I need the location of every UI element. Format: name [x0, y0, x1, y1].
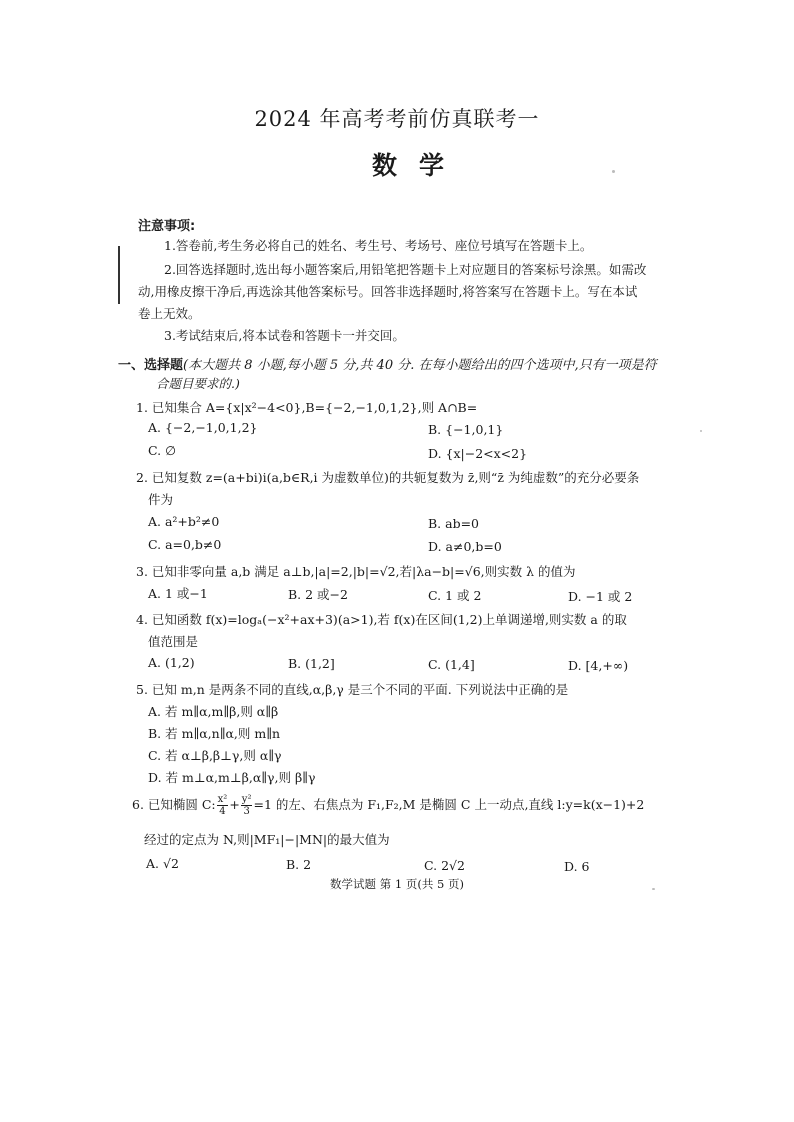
q6-stem-suffix: =1 的左、右焦点为 F₁,F₂,M 是椭圆 C 上一动点,直线 l:y=k(x−1)+2	[253, 797, 645, 812]
notice-item-2-line-3: 卷上无效。	[138, 306, 201, 321]
scan-speck	[652, 888, 655, 890]
q6-fraction-y	[241, 794, 253, 817]
q5-option-a: A. 若 m∥α,m∥β,则 α∥β	[148, 704, 279, 719]
q6-fraction-x	[217, 794, 229, 817]
q6-plus: +	[229, 797, 240, 812]
section-desc-line-1: (本大题共 8 小题,每小题 5 分,共 40 分. 在每小题给出的四个选项中,只有一项是符	[183, 358, 657, 373]
q1-option-d: D. {x|−2<x<2}	[428, 446, 528, 461]
q4-stem-line-1: 4. 已知函数 f(x)=logₐ(−x²+ax+3)(a>1),若 f(x)在区间(1,2)上单调递增,则实数 a 的取	[136, 612, 627, 627]
q4-option-b: B. (1,2]	[288, 656, 335, 671]
q2-option-b: B. ab=0	[428, 516, 480, 531]
q4-option-d: D. [4,+∞)	[568, 658, 629, 673]
section-title: 一、选择题	[118, 358, 184, 373]
q5-option-d: D. 若 m⊥α,m⊥β,α∥γ,则 β∥γ	[148, 770, 316, 785]
q4-option-a: A. (1,2)	[148, 655, 195, 670]
q3-option-d: D. −1 或 2	[568, 589, 633, 604]
q2-option-c: C. a=0,b≠0	[148, 537, 222, 552]
q6-frac2-numerator: y²	[241, 794, 252, 805]
notice-item-2-line-1: 2.回答选择题时,选出每小题答案后,用铅笔把答题卡上对应题目的答案标号涂黑。如需改	[164, 262, 647, 277]
scan-speck	[700, 430, 702, 432]
q3-option-c: C. 1 或 2	[428, 588, 482, 603]
q2-option-d: D. a≠0,b=0	[428, 539, 502, 554]
section-desc-line-2: 合题目要求的.)	[156, 376, 240, 391]
subject-title: 数学	[371, 151, 466, 180]
q1-option-c: C. ∅	[148, 443, 176, 458]
q5-option-c: C. 若 α⊥β,β⊥γ,则 α∥γ	[148, 748, 282, 763]
q1-option-b: B. {−1,0,1}	[428, 422, 504, 437]
q6-frac1-denominator: 4	[219, 806, 226, 817]
scan-speck	[612, 170, 615, 173]
q6-option-a: A. √2	[146, 856, 179, 871]
q6-option-d: D. 6	[564, 859, 590, 874]
q6-option-c: C. 2√2	[424, 858, 465, 873]
q6-frac1-numerator: x²	[217, 794, 228, 805]
q2-option-a: A. a²+b²≠0	[148, 514, 220, 529]
exam-title: 2024 年高考考前仿真联考一	[254, 107, 540, 131]
notice-item-2-line-2: 动,用橡皮擦干净后,再选涂其他答案标号。回答非选择题时,将答案写在答题卡上。写在本试	[138, 284, 638, 299]
q2-stem-line-1: 2. 已知复数 z=(a+bi)i(a,b∈R,i 为虚数单位)的共轭复数为 z̄,则“z̄ 为纯虚数”的充分必要条	[136, 470, 640, 485]
q4-stem-line-2: 值范围是	[148, 634, 199, 649]
q4-option-c: C. (1,4]	[428, 657, 475, 672]
q3-option-b: B. 2 或−2	[288, 587, 348, 602]
q5-stem: 5. 已知 m,n 是两条不同的直线,α,β,γ 是三个不同的平面. 下列说法中正确的是	[136, 682, 569, 697]
q6-stem-prefix: 6. 已知椭圆 C:	[132, 797, 216, 812]
q6-stem-line-1	[132, 794, 644, 817]
margin-mark	[118, 246, 120, 304]
q6-option-b: B. 2	[286, 857, 312, 872]
q6-frac2-denominator: 3	[243, 806, 250, 817]
notice-item-3: 3.考试结束后,将本试卷和答题卡一并交回。	[164, 328, 405, 343]
q6-stem-line-2: 经过的定点为 N,则|MF₁|−|MN|的最大值为	[144, 832, 390, 847]
q5-option-b: B. 若 m∥α,n∥α,则 m∥n	[148, 726, 281, 741]
page-footer: 数学试题 第 1 页(共 5 页)	[330, 877, 464, 891]
q3-option-a: A. 1 或−1	[148, 586, 208, 601]
notice-item-1: 1.答卷前,考生务必将自己的姓名、考生号、考场号、座位号填写在答题卡上。	[164, 238, 593, 253]
section-heading	[118, 354, 657, 373]
q2-stem-line-2: 件为	[148, 492, 174, 507]
q3-stem: 3. 已知非零向量 a,b 满足 a⊥b,|a|=2,|b|=√2,若|λa−b|=√6,则实数 λ 的值为	[136, 564, 576, 579]
notice-heading: 注意事项:	[138, 219, 196, 234]
q1-option-a: A. {−2,−1,0,1,2}	[148, 420, 258, 435]
q1-stem: 1. 已知集合 A={x|x²−4<0},B={−2,−1,0,1,2},则 A∩B=	[136, 400, 478, 415]
